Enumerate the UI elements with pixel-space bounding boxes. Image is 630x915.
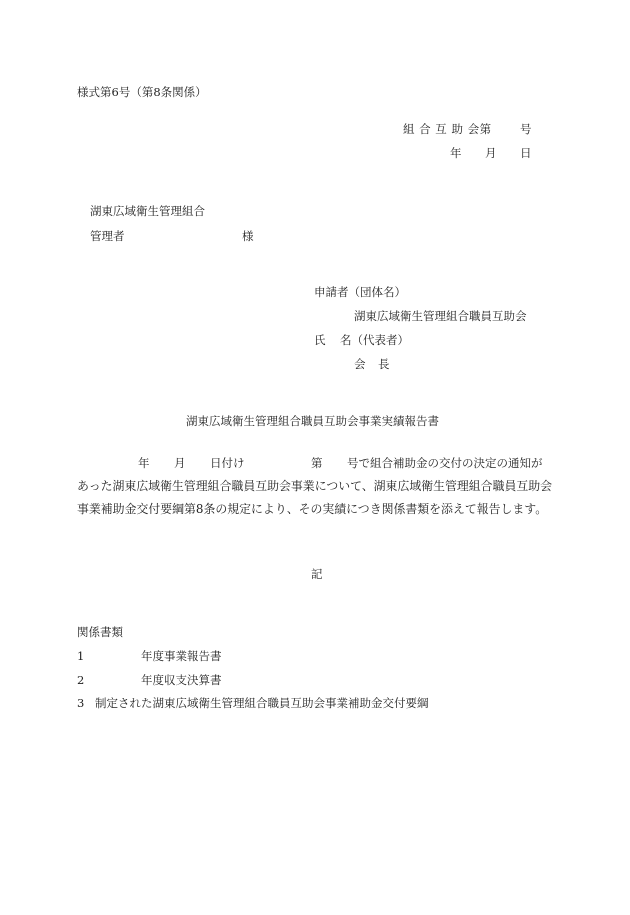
body-month: 月 xyxy=(174,456,186,470)
addressee-org: 湖東広域衛生管理組合 xyxy=(90,204,205,218)
form-label: 様式第6号（第8条関係） xyxy=(77,85,207,99)
addressee-honorific: 様 xyxy=(242,229,254,243)
addressee-title: 管理者 xyxy=(90,229,125,243)
body-day: 日付け xyxy=(210,456,245,470)
rep-label-b: 名（代表者） xyxy=(340,333,409,347)
attachment-text-1: 年度事業報告書 xyxy=(141,649,222,663)
rep-a: 会 xyxy=(354,357,366,371)
attachment-num-3: 3 xyxy=(77,696,85,710)
rep-label-a: 氏 xyxy=(314,333,326,347)
attachment-text-2: 年度収支決算書 xyxy=(141,673,222,687)
doc-number-prefix: 組 合 互 助 会第 xyxy=(403,122,492,136)
body-no: 第 xyxy=(311,456,323,470)
date-day: 日 xyxy=(520,146,532,160)
document-title: 湖東広域衛生管理組合職員互助会事業実績報告書 xyxy=(186,414,439,428)
applicant-label: 申請者（団体名） xyxy=(314,285,406,299)
body-line3: 事業補助金交付要綱第8条の規定により、その実績につき関係書類を添えて報告します。 xyxy=(77,502,548,516)
date-month: 月 xyxy=(485,146,497,160)
rep-b: 長 xyxy=(378,357,390,371)
attachment-num-2: 2 xyxy=(77,673,85,687)
attachment-text-3: 制定された湖東広域衛生管理組合職員互助会事業補助金交付要綱 xyxy=(95,696,429,710)
applicant-name: 湖東広域衛生管理組合職員互助会 xyxy=(354,309,527,323)
body-line2: あった湖東広域衛生管理組合職員互助会事業について、湖東広域衛生管理組合職員互助会 xyxy=(77,479,553,493)
doc-number-suffix: 号 xyxy=(520,122,532,136)
attachments-heading: 関係書類 xyxy=(77,625,123,639)
attachment-num-1: 1 xyxy=(77,649,85,663)
body-year: 年 xyxy=(138,456,150,470)
body-line1-rest: 号で組合補助金の交付の決定の通知が xyxy=(347,456,543,470)
date-year: 年 xyxy=(450,146,462,160)
ki-label: 記 xyxy=(311,567,323,581)
